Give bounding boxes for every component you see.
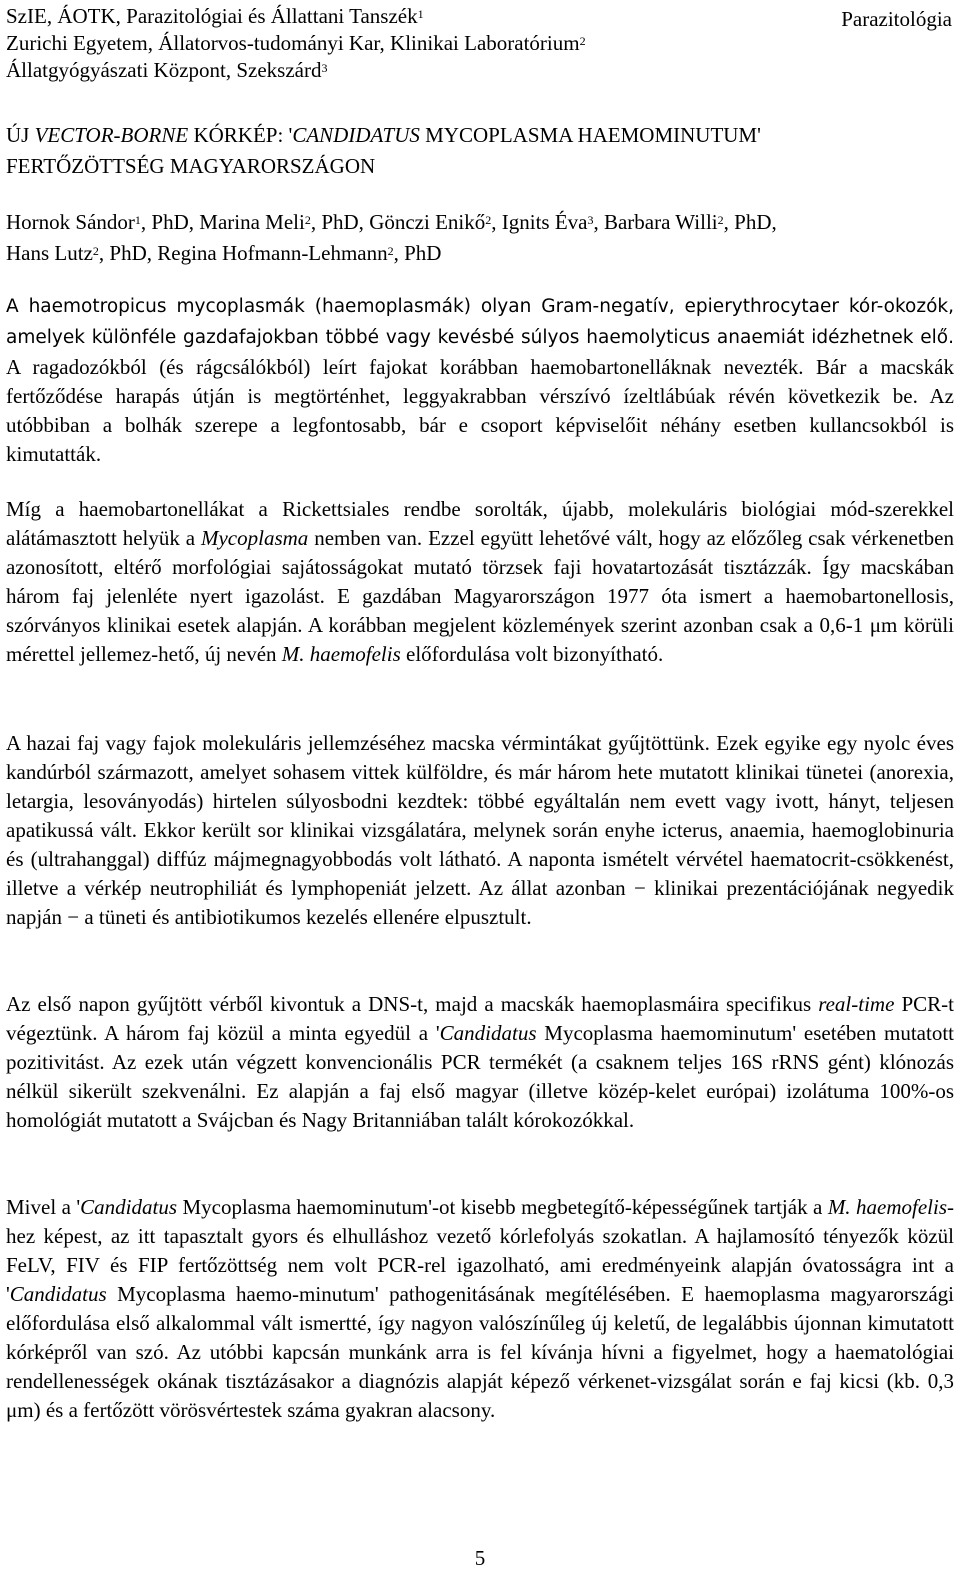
author-list: Hornok Sándor$^1$, PhD, Marina Meli$^2$, PhD, Gönczi Enikő$^2$, Ignits Éva$^3$, Barbara Willi$^2$, PhD, Hans Lutz$^2$, PhD, Regina Hofmann-Lehmann$^2$, PhD — [6, 210, 777, 265]
affiliation-2: Zurichi Egyetem, Állatorvos-tudományi Kar, Klinikai Laboratórium$^2$ — [6, 31, 586, 55]
author-name: Marina Meli — [199, 210, 305, 234]
author-name: Barbara Willi — [603, 210, 718, 234]
author-name: Gönczi Enikő — [369, 210, 486, 234]
paragraph-1: A haemotropicus mycoplasmák (haemoplasmák) olyan Gram-negatív, epierythrocytaer kór-okozók, amelyek különféle gazdafajokban többé vagy kevésbé súlyos haemolyticus anaemiát idézhetnek elő. A ragadozókból (és rágcsálókból) leírt fajokat korábban haemobartonelláknak nevezték. Bár a macskák fertőződése harapás útján is megtörténhet, leggyakrabban vérszívó ízeltlábúak révén következik be. Az utóbbiban a bolhák szerepe a legfontosabb, bár e csoport képviselőit néhány esetben kullancsokból is kimutatták. — [6, 296, 955, 466]
author-name: Hornok Sándor — [6, 210, 135, 234]
author-name: Ignits Éva — [501, 210, 588, 234]
affiliation-1: SzIE, ÁOTK, Parazitológiai és Állattani Tanszék$^1$ — [6, 4, 424, 28]
paragraph-3: A hazai faj vagy fajok molekuláris jellemzéséhez macska vérmintákat gyűjtöttünk. Ezek egyike egy nyolc éves kandúrból származott, amelyet sohasem vittek külföldre, és már három hete mutatott klinikai tünetei (anorexia, letargia, lesoványodás) hirtelen súlyosbodni kezdtek: többé egyáltalán nem evett vagy ivott, hányt, teljesen apatikussá vált. Ekkor került sor klinikai vizsgálatára, melynek során enyhe icterus, anaemia, haemoglobinuria és (ultrahanggal) diffúz májmegnagyobbodás volt látható. A naponta ismételt vérvétel haematocrit-csökkenést, illetve a vérkép neutrophiliát és lymphopeniát jelzett. Az állat azonban − klinikai prezentációjának negyedik napján − a tüneti és antibiotikumos kezelés ellenére elpusztult. — [6, 731, 954, 929]
article-title: ÚJ VECTOR-BORNE KÓRKÉP: 'CANDIDATUS MYCOPLASMA HAEMOMINUTUM' FERTŐZÖTTSÉG MAGYARORSZÁGON — [6, 123, 761, 178]
author-name: Regina Hofmann-Lehmann — [157, 241, 388, 265]
paragraph-4: Az első napon gyűjtött vérből kivontuk a DNS-t, majd a macskák haemoplasmáira specifikus real-time PCR-t végeztünk. A három faj közül a minta egyedül a 'Candidatus Mycoplasma haemominutum' esetében mutatott pozitivitást. Az ezek után végzett konvencionális PCR termékét (a csaknem teljes 16S rRNS gént) klónozás nélkül sikerült szekvenálni. Ez alapján a faj első magyar (illetve közép-kelet európai) izolátuma 100%-os homológiát mutatott a Svájcban és Nagy Britanniában talált kórokozókkal. — [6, 992, 955, 1132]
affiliation-3: Állatgyógyászati Központ, Szekszárd$^3$ — [6, 58, 328, 82]
paragraph-5: Mivel a 'Candidatus Mycoplasma haemominutum'-ot kisebb megbetegítő-képességűnek tartják a M. haemofelis-hez képest, az itt tapasztalt gyors és elhulláshoz vezető kórlefolyás szokatlan. A hajlamosító tényezők közül FeLV, FIV és FIP fertőzöttség nem volt PCR-rel igazolható, ami eredményeink alapján óvatosságra int a 'Candidatus Mycoplasma haemo-minutum' pathogenitásának megítélésében. E haemoplasma magyarországi előfordulása első alkalommal vált ismertté, így nagyon valószínűleg új keletű, de legalábbis újonnan kimutatott kórképről van szó. Az utóbbi kapcsán munkánk arra is fel kívánja hívni a figyelmet, hogy a haematológiai rendellenességek okának tisztázásakor a diagnózis alapját képező vérkenet-vizsgálat során e faj kicsi (kb. 0,3 μm) és a fertőzött vörösvértestek száma gyakran alacsony. — [6, 1195, 954, 1422]
subject-heading: Parazitológia — [841, 7, 952, 31]
paragraph-2: Míg a haemobartonellákat a Rickettsiales rendbe sorolták, újabb, molekuláris biológiai mód-szerekkel alátámasztott helyük a Mycoplasma nemben van. Ezzel együtt lehetővé vált, hogy az előzőleg csak vérkenetben azonosított, eltérő morfológiai sajátosságokat mutató törzsek faji hovatartozását tisztázzák. Így macskában három faj jelenléte nyert igazolást. E gazdában Magyarországon 1977 óta ismert a haemobartonellosis, szórványos klinikai esetek alapján. A korábban megjelent közlemények szerint azonban csak a 0,6-1 μm körüli mérettel jellemez-hető, új nevén M. haemofelis előfordulása volt bizonyítható. — [6, 497, 954, 666]
page-number: 5 — [474, 1546, 486, 1570]
author-name: Hans Lutz — [6, 241, 93, 265]
